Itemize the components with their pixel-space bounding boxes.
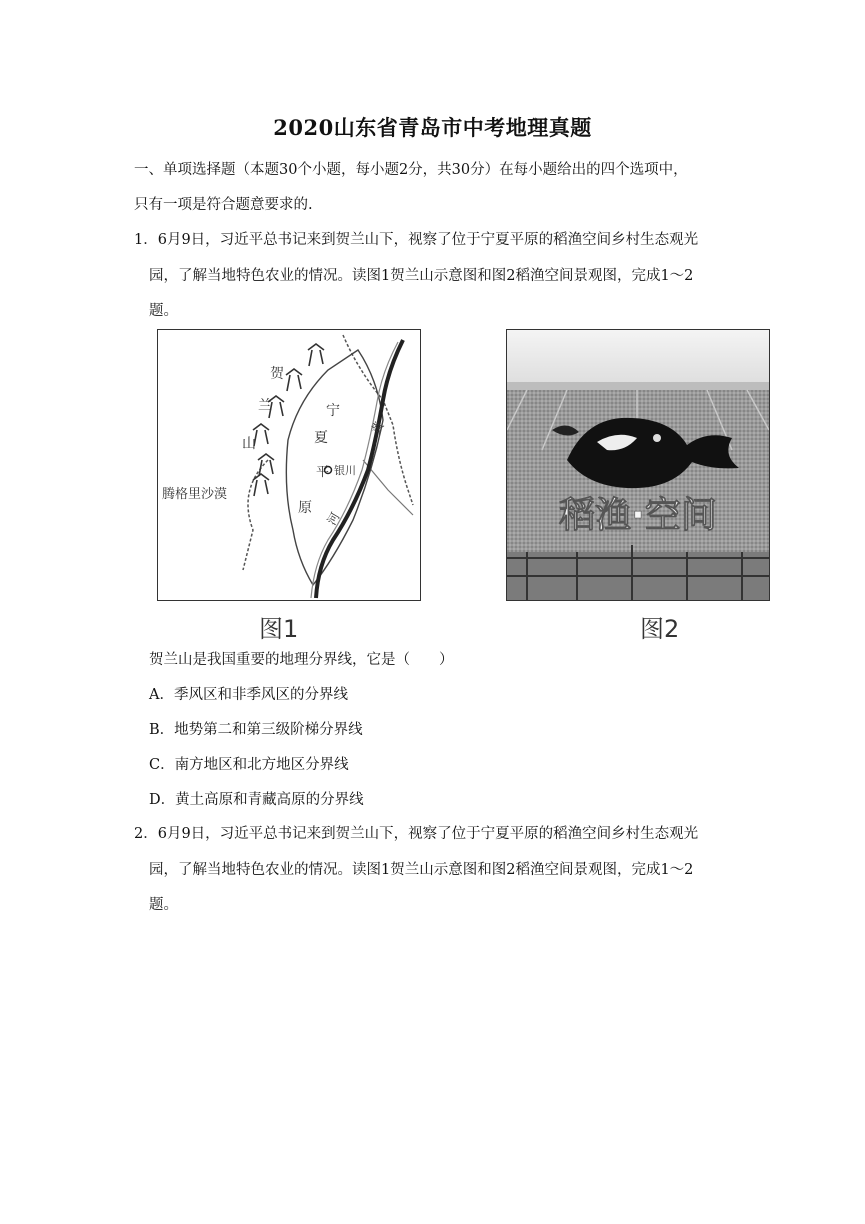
- rice-fish-landscape: [507, 330, 769, 600]
- mountain-symbols: [253, 344, 324, 496]
- map-label-yinchuan: 银川: [334, 464, 356, 477]
- figure-1-map: [157, 329, 421, 601]
- q1-text-line-2: 园，了解当地特色农业的情况。读图1贺兰山示意图和图2稻渔空间景观图，完成1～2: [149, 268, 694, 284]
- q2-text-line-3: 题。: [149, 897, 178, 913]
- q1-text-line-3: 题。: [149, 303, 178, 319]
- q2-text-line-1: 2．6月9日，习近平总书记来到贺兰山下，视察了位于宁夏平原的稻渔空间乡村生态观光: [134, 826, 699, 842]
- q2-text-line-2: 园，了解当地特色农业的情况。读图1贺兰山示意图和图2稻渔空间景观图，完成1～2: [149, 862, 694, 878]
- q1-option-d[interactable]: D．黄土高原和青藏高原的分界线: [149, 792, 364, 808]
- figure-2-caption: 图2: [640, 615, 680, 643]
- figure-1-caption: 图1: [259, 615, 299, 643]
- section-heading-line-2: 只有一项是符合题意要求的.: [134, 197, 313, 213]
- map-label-river: 河: [324, 510, 343, 528]
- helan-mountain-map: [158, 330, 420, 600]
- sign-text: 稻渔·空间: [559, 495, 717, 536]
- map-label-ping: 平: [316, 465, 330, 480]
- map-label-huang: 黄: [368, 419, 387, 437]
- map-label-xia: 夏: [314, 430, 328, 446]
- map-label-ning: 宁: [326, 403, 340, 419]
- q1-option-a[interactable]: A．季风区和非季风区的分界线: [149, 687, 348, 703]
- map-label-yuan: 原: [298, 500, 312, 516]
- q1-option-c[interactable]: C．南方地区和北方地区分界线: [149, 757, 349, 773]
- map-label-shan: 山: [242, 436, 256, 452]
- map-label-he: 贺: [270, 366, 284, 382]
- map-label-lan: 兰: [258, 398, 272, 414]
- q1-stem: 贺兰山是我国重要的地理分界线，它是（ ）: [149, 652, 454, 668]
- section-heading-line-1: 一、单项选择题（本题30个小题，每小题2分，共30分）在每小题给出的四个选项中，: [134, 162, 688, 178]
- page-title: 2020山东省青岛市中考地理真题: [273, 115, 592, 140]
- map-label-desert: 腾格里沙漠: [162, 487, 228, 502]
- q1-option-b[interactable]: B．地势第二和第三级阶梯分界线: [149, 722, 363, 738]
- figure-2-photo: [506, 329, 770, 601]
- q1-text-line-1: 1．6月9日，习近平总书记来到贺兰山下，视察了位于宁夏平原的稻渔空间乡村生态观光: [134, 232, 699, 248]
